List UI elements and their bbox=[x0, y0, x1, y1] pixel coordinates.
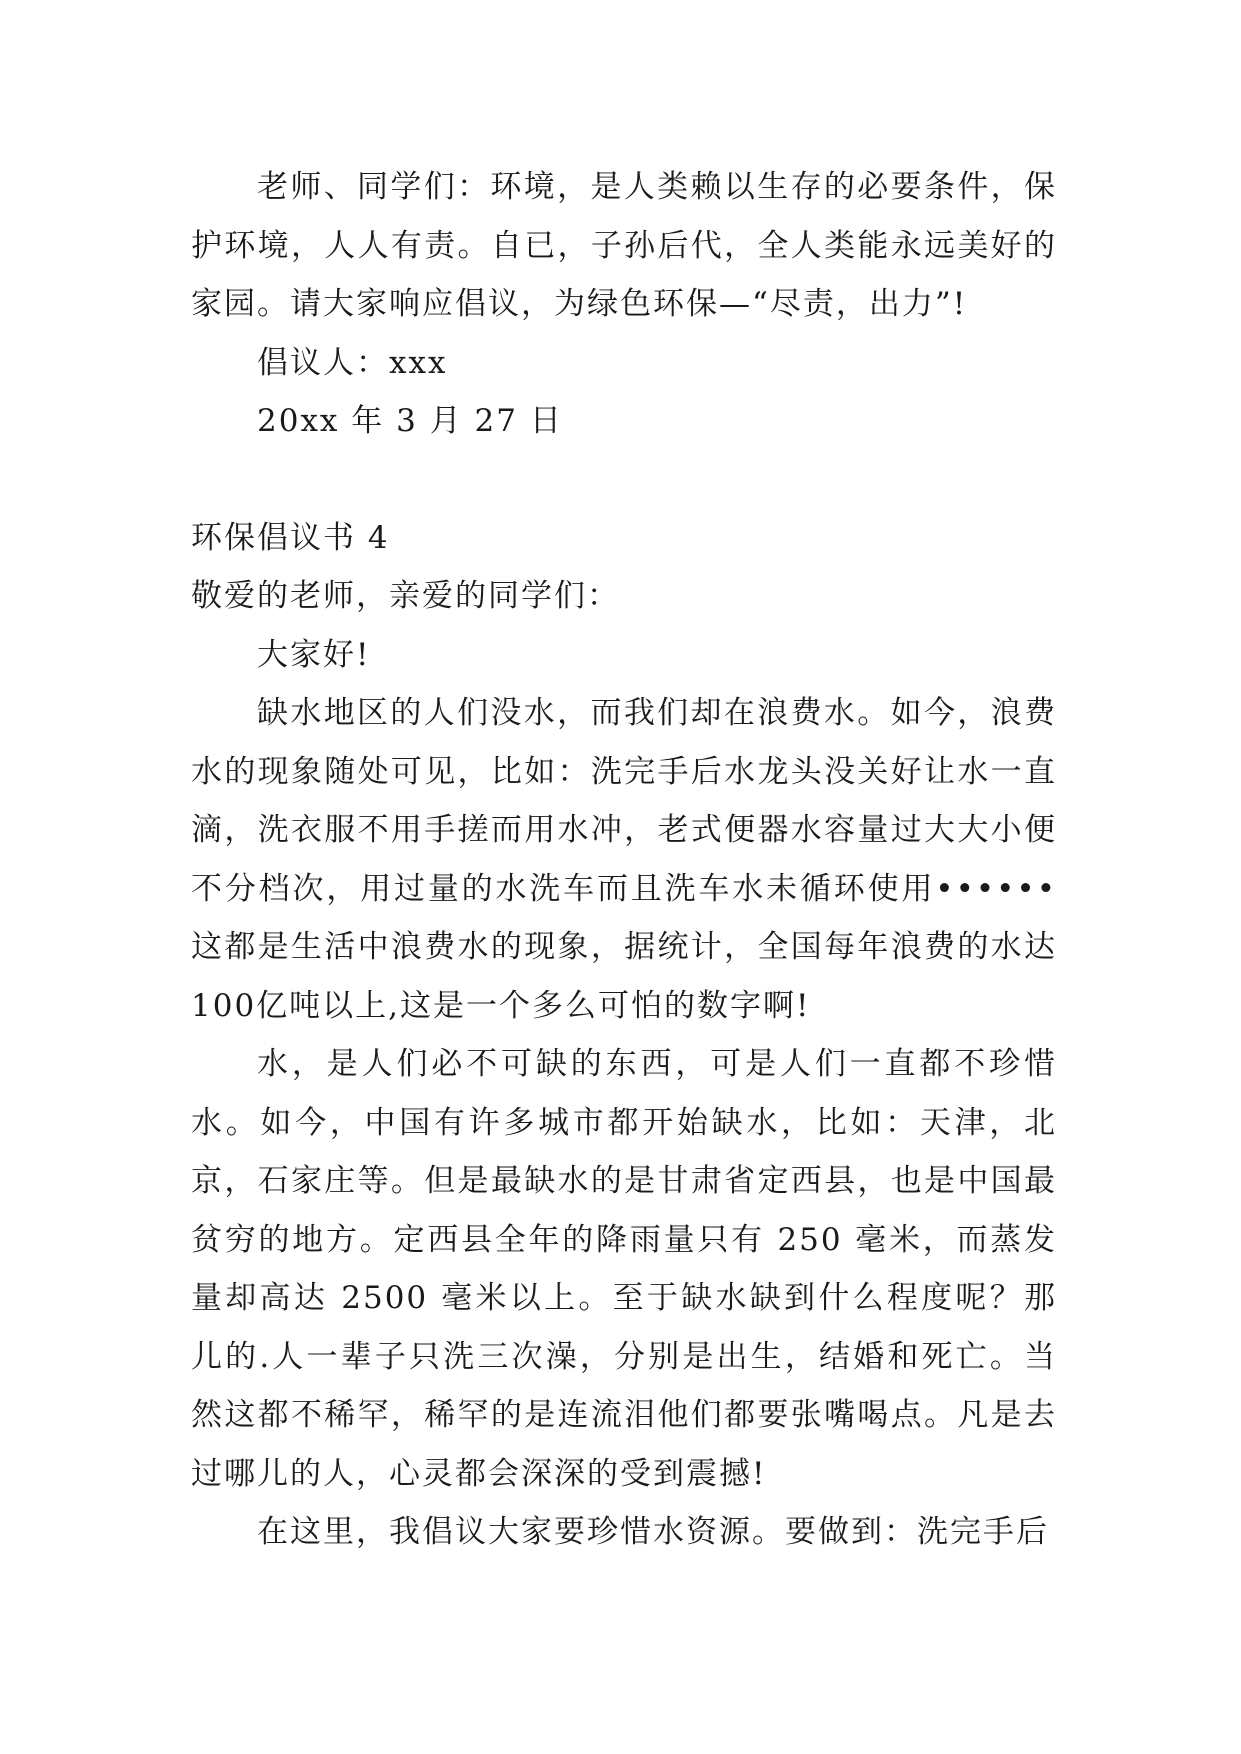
section-gap bbox=[191, 451, 1057, 509]
body-paragraph-2: 水，是人们必不可缺的东西，可是人们一直都不珍惜水。如今，中国有许多城市都开始缺水，比如：天津，北京，石家庄等。但是最缺水的是甘肃省定西县，也是中国最贫穷的地方。定西县全年的降雨量只有 250 毫米，而蒸发量却高达 2500 毫米以上。至于缺水缺到什么程度呢？那儿的.人一辈子只洗三次澡，分别是出生，结婚和死亡。当然这都不稀罕，稀罕的是连流泪他们都要张嘴喝点。凡是去过哪儿的人，心灵都会深深的受到震撼! bbox=[191, 1046, 1057, 1492]
salutation: 敬爱的老师，亲爱的同学们： bbox=[191, 578, 620, 614]
section-title: 环保倡议书 4 bbox=[191, 519, 390, 556]
signer-line: 倡议人：xxx bbox=[257, 344, 448, 381]
closing-paragraph: 老师、同学们：环境，是人类赖以生存的必要条件，保护环境，人人有责。自已，子孙后代，全人类能永远美好的家园。请大家响应倡议，为绿色环保—“尽责，出力”! bbox=[191, 169, 1057, 322]
body-paragraph-3: 在这里，我倡议大家要珍惜水资源。要做到：洗完手后 bbox=[257, 1514, 1049, 1550]
greeting: 大家好! bbox=[257, 636, 371, 673]
document-body bbox=[191, 158, 1057, 1562]
date-line: 20xx 年 3 月 27 日 bbox=[257, 403, 563, 439]
body-paragraph-1: 缺水地区的人们没水，而我们却在浪费水。如今，浪费水的现象随处可见，比如：洗完手后水龙头没关好让水一直滴，洗衣服不用手搓而用水冲，老式便器水容量过大大小便不分档次，用过量的水洗车而且洗车水未循环使用••••••这都是生活中浪费水的现象，据统计，全国每年浪费的水达100亿吨以上,这是一个多么可怕的数字啊! bbox=[191, 695, 1057, 1024]
